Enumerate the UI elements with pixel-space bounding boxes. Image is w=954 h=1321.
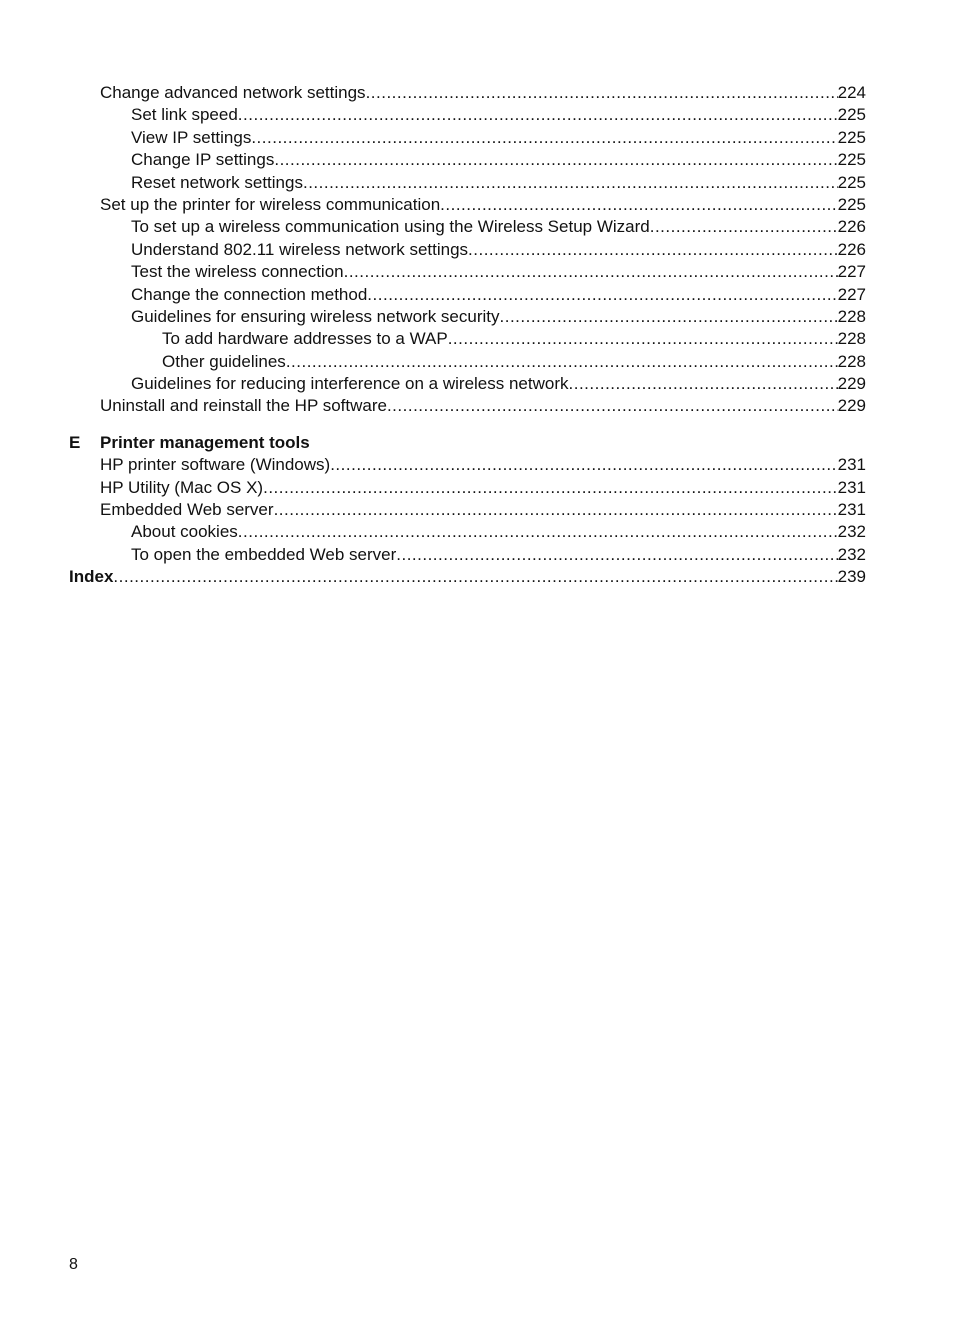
toc-entry[interactable] bbox=[0, 239, 954, 261]
toc-entry-title: Change IP settings bbox=[131, 150, 275, 170]
dot-leader bbox=[366, 82, 838, 104]
dot-leader bbox=[113, 566, 837, 588]
toc-entry-line bbox=[131, 127, 866, 149]
page-number: 8 bbox=[69, 1256, 78, 1273]
toc-entry-page: 232 bbox=[837, 522, 866, 542]
toc-entry-title: Set up the printer for wireless communication bbox=[100, 194, 441, 214]
toc-entry-line bbox=[131, 104, 866, 126]
toc-entry-title: HP Utility (Mac OS X) bbox=[100, 477, 264, 497]
toc-entry-page: 226 bbox=[837, 239, 866, 259]
dot-leader bbox=[396, 544, 837, 566]
toc-entry-title: To open the embedded Web server bbox=[131, 544, 397, 564]
toc-entry[interactable] bbox=[0, 521, 954, 543]
toc-entry-title: HP printer software (Windows) bbox=[100, 455, 331, 475]
toc-section-network bbox=[0, 82, 954, 418]
toc-entry-title: View IP settings bbox=[131, 127, 252, 147]
toc-entry-line bbox=[100, 194, 866, 216]
toc-entry-page: 228 bbox=[837, 351, 866, 371]
toc-entry-page: 226 bbox=[837, 217, 866, 237]
toc-entry-line bbox=[131, 284, 866, 306]
toc-entry-page: 224 bbox=[837, 83, 866, 102]
toc-entry-line bbox=[162, 351, 866, 373]
toc-entry-line bbox=[131, 544, 866, 566]
toc-entry-page: 231 bbox=[837, 477, 866, 497]
toc-entry-title: Set link speed bbox=[131, 105, 238, 125]
toc-entry[interactable] bbox=[0, 172, 954, 194]
toc-entry-line bbox=[131, 239, 866, 261]
dot-leader bbox=[238, 104, 838, 126]
dot-leader bbox=[650, 216, 838, 238]
toc-entry-page: 227 bbox=[837, 262, 866, 282]
dot-leader bbox=[500, 306, 838, 328]
dot-leader bbox=[468, 239, 838, 261]
toc-entry[interactable] bbox=[0, 306, 954, 328]
toc-entry[interactable] bbox=[0, 127, 954, 149]
dot-leader bbox=[569, 373, 838, 395]
toc-entry-page: 225 bbox=[837, 127, 866, 147]
toc-entry-title: Index bbox=[69, 567, 114, 587]
toc-entry[interactable] bbox=[0, 104, 954, 126]
toc-entry-line bbox=[131, 306, 866, 328]
toc-entry-title: Understand 802.11 wireless network settings bbox=[131, 239, 469, 259]
toc-entry[interactable] bbox=[0, 261, 954, 283]
toc-entry[interactable] bbox=[0, 373, 954, 395]
toc-entry-title: Guidelines for reducing interference on a wireless network bbox=[131, 374, 569, 394]
dot-leader bbox=[367, 284, 837, 306]
toc-entry[interactable] bbox=[0, 477, 954, 499]
toc-entry-line bbox=[131, 172, 866, 194]
toc-entry-title: Uninstall and reinstall the HP software bbox=[100, 396, 387, 416]
chapter-letter: E bbox=[69, 432, 81, 452]
toc-entry-title: Guidelines for ensuring wireless network security bbox=[131, 306, 500, 326]
toc-entry-line bbox=[162, 328, 866, 350]
toc-entry[interactable] bbox=[0, 395, 954, 417]
dot-leader bbox=[263, 477, 838, 499]
toc-entry[interactable] bbox=[0, 216, 954, 238]
dot-leader bbox=[274, 149, 837, 171]
toc-entry-line bbox=[131, 261, 866, 283]
toc-entry-title: Embedded Web server bbox=[100, 500, 274, 520]
toc-entry-title: About cookies bbox=[131, 522, 238, 542]
dot-leader bbox=[330, 454, 837, 476]
dot-leader bbox=[440, 194, 837, 216]
toc-entry-line bbox=[131, 216, 866, 238]
toc-entry[interactable] bbox=[0, 284, 954, 306]
toc-entry-page: 225 bbox=[837, 172, 866, 192]
dot-leader bbox=[344, 261, 838, 283]
toc-section-management bbox=[0, 454, 954, 588]
toc-entry[interactable] bbox=[0, 351, 954, 373]
dot-leader bbox=[238, 521, 838, 543]
dot-leader bbox=[448, 328, 838, 350]
chapter-title: Printer management tools bbox=[100, 432, 310, 452]
toc-entry-title: Test the wireless connection bbox=[131, 262, 344, 282]
toc-entry-title: Reset network settings bbox=[131, 172, 303, 192]
dot-leader bbox=[286, 351, 838, 373]
chapter-heading[interactable] bbox=[0, 432, 954, 454]
toc-entry-page: 228 bbox=[837, 329, 866, 349]
toc-entry-page: 229 bbox=[837, 374, 866, 394]
toc-entry-title: Change the connection method bbox=[131, 284, 368, 304]
toc-entry-line bbox=[100, 82, 866, 104]
toc-entry-line bbox=[131, 149, 866, 171]
toc-entry-page: 227 bbox=[837, 284, 866, 304]
toc-entry-page: 225 bbox=[837, 105, 866, 125]
toc-entry-page: 232 bbox=[837, 544, 866, 564]
toc-entry-page: 229 bbox=[837, 396, 866, 416]
toc-entry-line bbox=[100, 395, 866, 417]
toc-entry-title: Other guidelines bbox=[162, 351, 286, 371]
toc-entry-title: Change advanced network settings bbox=[100, 83, 366, 102]
toc-entry-title: To add hardware addresses to a WAP bbox=[162, 329, 448, 349]
toc-entry[interactable] bbox=[0, 82, 954, 104]
toc-entry-page: 231 bbox=[837, 455, 866, 475]
toc-entry-page: 225 bbox=[837, 150, 866, 170]
toc-entry-title: To set up a wireless communication using the Wireless Setup Wizard bbox=[131, 217, 650, 237]
toc-entry[interactable] bbox=[0, 499, 954, 521]
dot-leader bbox=[303, 172, 838, 194]
toc-entry-line bbox=[131, 521, 866, 543]
toc-entry[interactable] bbox=[0, 328, 954, 350]
dot-leader bbox=[387, 395, 838, 417]
toc-entry-page: 231 bbox=[837, 500, 866, 520]
toc-entry-line bbox=[131, 373, 866, 395]
toc-entry-line bbox=[100, 499, 866, 521]
toc-entry-line bbox=[100, 454, 866, 476]
toc-entry-page: 228 bbox=[837, 306, 866, 326]
toc-entry[interactable] bbox=[0, 454, 954, 476]
table-of-contents bbox=[0, 82, 954, 589]
toc-entry[interactable] bbox=[0, 149, 954, 171]
toc-entry-line bbox=[69, 566, 866, 588]
toc-entry[interactable] bbox=[0, 194, 954, 216]
dot-leader bbox=[274, 499, 838, 521]
toc-entry-page: 239 bbox=[837, 567, 866, 587]
toc-entry-page: 225 bbox=[837, 194, 866, 214]
toc-entry[interactable] bbox=[0, 566, 954, 588]
dot-leader bbox=[251, 127, 837, 149]
toc-entry[interactable] bbox=[0, 544, 954, 566]
toc-entry-line bbox=[100, 477, 866, 499]
